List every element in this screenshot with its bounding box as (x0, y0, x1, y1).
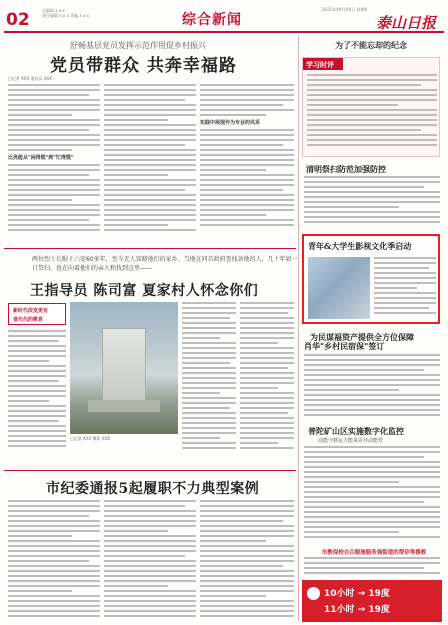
school-body (304, 557, 440, 577)
highlighted-article[interactable] (302, 234, 440, 324)
lead-subhead: 比亮能从"闲得慌"到"忙得慌" (8, 155, 74, 161)
masthead (4, 3, 444, 33)
inset-callout (8, 303, 66, 325)
inset-line: 谁代代的教育 (13, 317, 44, 323)
editor-meta (42, 8, 162, 18)
second-body-col-3 (240, 302, 294, 452)
lead-body-col-1 (8, 84, 100, 244)
section-rule (4, 248, 296, 249)
paper-name: 泰山日报 (376, 14, 437, 32)
highlighted-article-photo (308, 257, 370, 319)
right-heading-mining[interactable]: 普陀矿山区实施数字化监控 (308, 426, 404, 436)
lead-body-col-2 (104, 84, 196, 244)
memorial-photo (70, 302, 178, 434)
commentary-body (307, 74, 437, 154)
commentary-banner (303, 58, 343, 70)
monument-stone (102, 328, 146, 402)
editor-meta-line: 总编辑 x x x (42, 8, 65, 13)
right-heading-school[interactable]: 市教保校自合服施服务强街道的帮诊等援救 (321, 550, 427, 556)
ad-line: 10小时 → 19度 (324, 589, 390, 599)
lead-byline: □记者 XXX 通讯员 XXX (8, 76, 53, 81)
commentary-banner-label: 学习时评 (306, 61, 334, 69)
lead-headline[interactable]: 党员带群众 共奔幸福路 (50, 56, 237, 76)
photo-caption: □记者 XXX 摄影 XXX (70, 436, 111, 441)
third-headline[interactable]: 市纪委通报5起履职不力典型案例 (46, 481, 260, 497)
column-divider (298, 36, 299, 621)
third-body-col-2 (104, 500, 196, 620)
third-body-col-1 (8, 500, 100, 620)
issue-date: 2021年XX月XX日 星期X (322, 7, 368, 12)
highlighted-article-title[interactable]: 青年&大学生影视文化季启动 (308, 241, 412, 251)
second-body-col-2 (182, 302, 236, 452)
right-heading-qingming[interactable]: 清明祭扫防范加强防控 (306, 164, 386, 174)
sun-icon (307, 587, 320, 600)
insurance-body (304, 354, 440, 420)
second-headline[interactable]: 王指导员 陈司富 夏家村人怀念你们 (30, 283, 259, 299)
mining-body (304, 446, 440, 542)
lead-kicker: 舒畅基层党员发挥示范作用促乡村振兴 (70, 41, 206, 50)
section-rule (4, 470, 296, 471)
section-title: 综合新闻 (182, 12, 242, 28)
right-heading-insurance[interactable]: 为民谋福资产提供全方位保障 (310, 332, 414, 342)
lead-subhead: 实践中展现作为专业的风采 (200, 120, 261, 126)
monument-base (88, 400, 160, 412)
page-number: 02 (6, 10, 30, 30)
editor-meta-line: 责任编辑 x x x 美编 x x x (42, 13, 90, 18)
highlighted-article-body (374, 257, 436, 319)
right-subheading-mining: 动能守移运力能来差异动能管 (318, 438, 384, 444)
qingming-body (304, 176, 440, 228)
weather-ad-box (302, 580, 442, 622)
inset-line: 新时代改变更有 (13, 308, 49, 314)
right-subheading-insurance: 肖华"乡村民宿保"签订 (304, 341, 385, 351)
right-heading-memorial[interactable]: 为了不能忘却的纪念 (335, 40, 407, 50)
ad-line: 11小时 → 19度 (324, 605, 390, 615)
lead-body-col-3 (200, 84, 294, 244)
third-body-col-3 (200, 500, 294, 620)
second-body-col-1 (8, 330, 66, 450)
second-kicker: 两位烈士长眠于六安60多年，至今无人知晓他们的家乡。当地在同首政府查找各地的人，几十年如一日祭扫，也在向着他们的亲人和找到这里—— (32, 256, 298, 272)
commentary-box (302, 57, 440, 157)
